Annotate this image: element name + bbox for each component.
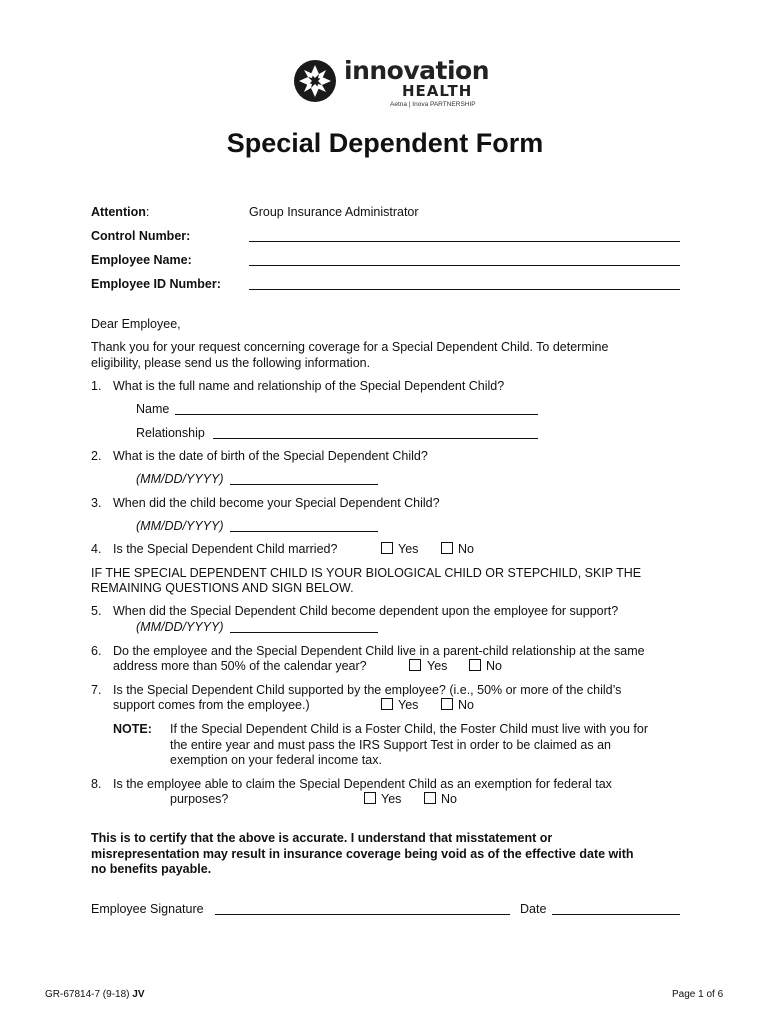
logo-sub: HEALTH <box>402 82 473 100</box>
q7-no-label: No <box>458 698 474 712</box>
q2-text: What is the date of birth of the Special Dependent Child? <box>113 449 428 463</box>
q7-number: 7. <box>91 683 102 697</box>
q7-yes-label: Yes <box>398 698 419 712</box>
intro-line-1: Thank you for your request concerning coverage for a Special Dependent Child. To determine <box>91 340 609 354</box>
certification-line-3: no benefits payable. <box>91 862 212 876</box>
signature-field[interactable] <box>215 914 510 915</box>
innovation-health-logo-icon <box>292 58 338 104</box>
q8-line-2: purposes? <box>170 792 229 806</box>
q5-number: 5. <box>91 604 102 618</box>
logo <box>292 56 489 112</box>
q1-text: What is the full name and relationship of the Special Dependent Child? <box>113 379 505 393</box>
employee-name-field[interactable] <box>249 265 680 266</box>
salutation: Dear Employee, <box>91 317 181 331</box>
q1-name-field[interactable] <box>175 414 538 415</box>
q8-no-label: No <box>441 792 457 806</box>
q8-yes-label: Yes <box>381 792 402 806</box>
q3-number: 3. <box>91 496 102 510</box>
employee-id-field[interactable] <box>249 289 680 290</box>
control-number-field[interactable] <box>249 241 680 242</box>
q4-number: 4. <box>91 542 102 556</box>
attention-colon: : <box>145 205 150 219</box>
q1-relationship-field[interactable] <box>213 438 538 439</box>
q2-date-field[interactable] <box>230 484 378 485</box>
q8-yes-checkbox[interactable] <box>364 792 376 804</box>
employee-name-label: Employee Name: <box>91 253 192 267</box>
skip-note-line-1: IF THE SPECIAL DEPENDENT CHILD IS YOUR BIOLOGICAL CHILD OR STEPCHILD, SKIP THE <box>91 566 642 580</box>
form-code-suffix: JV <box>132 989 145 1000</box>
q6-no-checkbox[interactable] <box>469 659 481 671</box>
form-code-text: GR-67814-7 (9-18) <box>45 989 130 1000</box>
q1-number: 1. <box>91 379 102 393</box>
q1-relationship-label: Relationship <box>136 426 205 440</box>
control-number-label: Control Number: <box>91 229 191 243</box>
q3-date-label: (MM/DD/YYYY) <box>136 519 224 533</box>
q4-no-checkbox[interactable] <box>441 542 453 554</box>
q6-yes-label: Yes <box>427 659 448 673</box>
certification-line-2: misrepresentation may result in insurance coverage being void as of the effective date with <box>91 847 634 861</box>
attention-value: Group Insurance Administrator <box>249 205 419 219</box>
logo-tagline: Aetna | Inova PARTNERSHIP <box>390 101 476 108</box>
q4-no-label: No <box>458 542 474 556</box>
attention-row <box>91 205 149 219</box>
q6-yes-checkbox[interactable] <box>409 659 421 671</box>
q5-date-field[interactable] <box>230 632 378 633</box>
note-line-3: exemption on your federal income tax. <box>170 753 382 767</box>
q8-no-checkbox[interactable] <box>424 792 436 804</box>
q3-text: When did the child become your Special Dependent Child? <box>113 496 440 510</box>
q8-number: 8. <box>91 777 102 791</box>
q2-number: 2. <box>91 449 102 463</box>
q5-date-label: (MM/DD/YYYY) <box>136 620 224 634</box>
form-code <box>45 989 145 1000</box>
date-field[interactable] <box>552 914 680 915</box>
q4-yes-checkbox[interactable] <box>381 542 393 554</box>
logo-brand: innovation <box>344 56 489 85</box>
intro-line-2: eligibility, please send us the following information. <box>91 356 371 370</box>
certification-line-1: This is to certify that the above is accurate. I understand that misstatement or <box>91 831 553 845</box>
page-number: Page 1 of 6 <box>672 989 724 1000</box>
q4-yes-label: Yes <box>398 542 419 556</box>
q6-number: 6. <box>91 644 102 658</box>
q5-text: When did the Special Dependent Child become dependent upon the employee for support? <box>113 604 619 618</box>
q6-line-1: Do the employee and the Special Dependent Child live in a parent-child relationship at the same <box>113 644 645 658</box>
signature-label: Employee Signature <box>91 902 204 916</box>
attention-label: Attention <box>91 205 146 219</box>
q4-text: Is the Special Dependent Child married? <box>113 542 338 556</box>
q7-line-1: Is the Special Dependent Child supported by the employee? (i.e., 50% or more of the child’s <box>113 683 622 697</box>
q2-date-label: (MM/DD/YYYY) <box>136 472 224 486</box>
q8-line-1: Is the employee able to claim the Special Dependent Child as an exemption for federal tax <box>113 777 612 791</box>
note-line-1: If the Special Dependent Child is a Foster Child, the Foster Child must live with you for <box>170 722 648 736</box>
employee-id-label: Employee ID Number: <box>91 277 221 291</box>
q7-line-2: support comes from the employee.) <box>113 698 310 712</box>
q7-no-checkbox[interactable] <box>441 698 453 710</box>
note-line-2: the entire year and must pass the IRS Support Test in order to be claimed as an <box>170 738 611 752</box>
q6-no-label: No <box>486 659 502 673</box>
q6-line-2: address more than 50% of the calendar year? <box>113 659 367 673</box>
note-label: NOTE: <box>113 722 152 736</box>
skip-note-line-2: REMAINING QUESTIONS AND SIGN BELOW. <box>91 581 354 595</box>
q3-date-field[interactable] <box>230 531 378 532</box>
q1-name-label: Name <box>136 402 170 416</box>
page-title: Special Dependent Form <box>226 128 544 158</box>
date-label: Date <box>520 902 547 916</box>
q7-yes-checkbox[interactable] <box>381 698 393 710</box>
